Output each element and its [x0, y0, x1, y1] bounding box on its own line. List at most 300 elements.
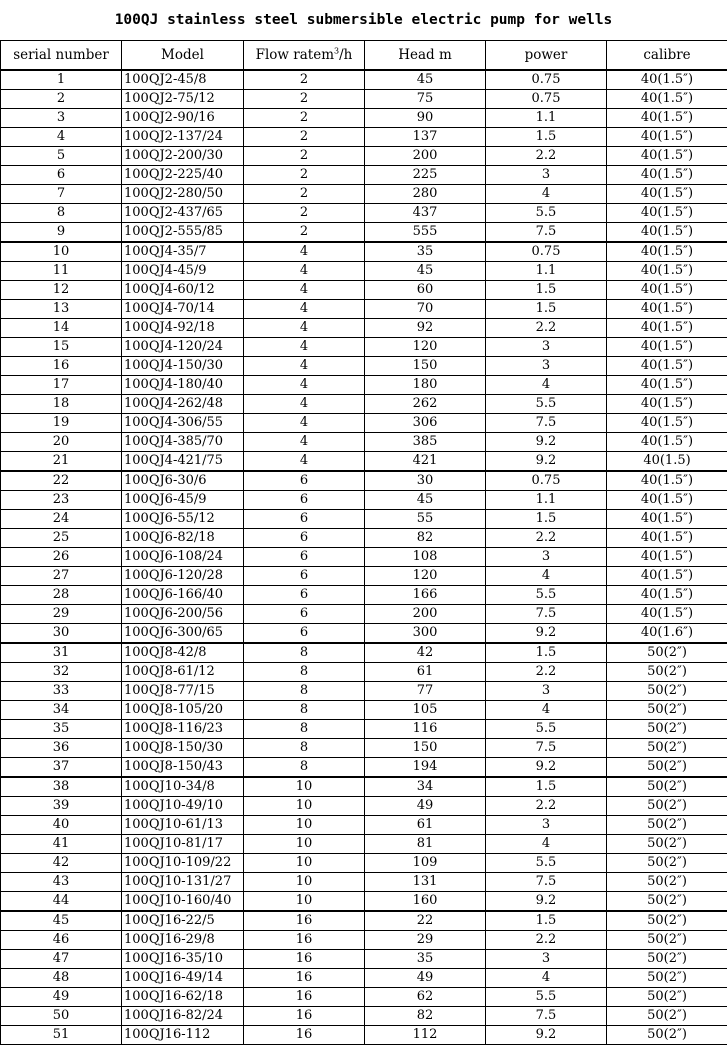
cell-head: 30 [365, 471, 486, 491]
cell-model: 100QJ10-61/13 [122, 816, 244, 835]
cell-power: 1.5 [486, 777, 607, 797]
cell-power: 0.75 [486, 242, 607, 262]
cell-model: 100QJ8-150/30 [122, 739, 244, 758]
cell-calibre: 50(2″) [607, 835, 727, 854]
cell-model: 100QJ16-29/8 [122, 931, 244, 950]
table-row [1, 586, 727, 605]
cell-serial-number: 24 [1, 510, 122, 529]
table-row [1, 777, 727, 797]
cell-power: 9.2 [486, 452, 607, 472]
cell-calibre: 40(1.5″) [607, 491, 727, 510]
cell-calibre: 40(1.5″) [607, 510, 727, 529]
table-row [1, 300, 727, 319]
table-row [1, 128, 727, 147]
cell-calibre: 50(2″) [607, 816, 727, 835]
cell-serial-number: 9 [1, 223, 122, 243]
cell-model: 100QJ2-225/40 [122, 166, 244, 185]
cell-model: 100QJ6-82/18 [122, 529, 244, 548]
cell-calibre: 40(1.5″) [607, 586, 727, 605]
cell-head: 116 [365, 720, 486, 739]
cell-power: 5.5 [486, 988, 607, 1007]
cell-calibre: 40(1.5″) [607, 376, 727, 395]
cell-flow-rate: 16 [244, 911, 365, 931]
cell-calibre: 50(2″) [607, 663, 727, 682]
table-row [1, 242, 727, 262]
cell-calibre: 40(1.5″) [607, 185, 727, 204]
cell-flow-rate: 6 [244, 510, 365, 529]
cell-flow-rate: 2 [244, 128, 365, 147]
cell-flow-rate: 6 [244, 586, 365, 605]
cell-calibre: 40(1.5″) [607, 300, 727, 319]
cell-head: 150 [365, 739, 486, 758]
cell-serial-number: 47 [1, 950, 122, 969]
table-row [1, 223, 727, 243]
cell-serial-number: 50 [1, 1007, 122, 1026]
cell-serial-number: 21 [1, 452, 122, 472]
cell-model: 100QJ6-120/28 [122, 567, 244, 586]
table-row [1, 529, 727, 548]
table-row [1, 471, 727, 491]
cell-power: 1.5 [486, 128, 607, 147]
cell-flow-rate: 2 [244, 109, 365, 128]
cell-flow-rate: 8 [244, 758, 365, 778]
cell-flow-rate: 2 [244, 70, 365, 90]
table-row [1, 510, 727, 529]
table-row [1, 281, 727, 300]
cell-serial-number: 32 [1, 663, 122, 682]
cell-calibre: 50(2″) [607, 1007, 727, 1026]
cell-power: 9.2 [486, 1026, 607, 1045]
cell-flow-rate: 10 [244, 797, 365, 816]
cell-power: 1.1 [486, 109, 607, 128]
table-row [1, 338, 727, 357]
cell-head: 166 [365, 586, 486, 605]
table-row [1, 739, 727, 758]
cell-power: 1.5 [486, 643, 607, 663]
table-row [1, 643, 727, 663]
cell-head: 77 [365, 682, 486, 701]
cell-head: 300 [365, 624, 486, 644]
table-row [1, 548, 727, 567]
cell-head: 555 [365, 223, 486, 243]
cell-flow-rate: 8 [244, 701, 365, 720]
cell-model: 100QJ16-62/18 [122, 988, 244, 1007]
table-row [1, 758, 727, 778]
cell-flow-rate: 6 [244, 567, 365, 586]
cell-calibre: 50(2″) [607, 969, 727, 988]
cell-calibre: 40(1.5) [607, 452, 727, 472]
cell-serial-number: 31 [1, 643, 122, 663]
cell-model: 100QJ2-75/12 [122, 90, 244, 109]
cell-flow-rate: 10 [244, 835, 365, 854]
cell-serial-number: 40 [1, 816, 122, 835]
cell-serial-number: 46 [1, 931, 122, 950]
cell-power: 2.2 [486, 529, 607, 548]
table-row [1, 969, 727, 988]
cell-power: 1.5 [486, 510, 607, 529]
cell-serial-number: 12 [1, 281, 122, 300]
table-row [1, 701, 727, 720]
cell-serial-number: 3 [1, 109, 122, 128]
cell-calibre: 50(2″) [607, 758, 727, 778]
cell-head: 61 [365, 663, 486, 682]
cell-serial-number: 51 [1, 1026, 122, 1045]
cell-head: 150 [365, 357, 486, 376]
cell-serial-number: 22 [1, 471, 122, 491]
cell-flow-rate: 6 [244, 605, 365, 624]
page-title: 100QJ stainless steel submersible electric pump for wells [0, 0, 727, 40]
cell-flow-rate: 8 [244, 663, 365, 682]
cell-head: 90 [365, 109, 486, 128]
cell-flow-rate: 4 [244, 242, 365, 262]
table-row [1, 567, 727, 586]
cell-head: 29 [365, 931, 486, 950]
cell-serial-number: 38 [1, 777, 122, 797]
cell-power: 9.2 [486, 892, 607, 912]
cell-model: 100QJ6-200/56 [122, 605, 244, 624]
cell-serial-number: 35 [1, 720, 122, 739]
table-row [1, 319, 727, 338]
cell-calibre: 40(1.5″) [607, 395, 727, 414]
cell-model: 100QJ6-108/24 [122, 548, 244, 567]
cell-power: 4 [486, 969, 607, 988]
cell-calibre: 50(2″) [607, 854, 727, 873]
table-row [1, 873, 727, 892]
cell-power: 3 [486, 548, 607, 567]
cell-calibre: 50(2″) [607, 720, 727, 739]
cell-flow-rate: 4 [244, 376, 365, 395]
cell-flow-rate: 8 [244, 720, 365, 739]
cell-power: 3 [486, 338, 607, 357]
cell-model: 100QJ16-112 [122, 1026, 244, 1045]
cell-flow-rate: 2 [244, 90, 365, 109]
table-row [1, 816, 727, 835]
cell-model: 100QJ6-166/40 [122, 586, 244, 605]
cell-flow-rate: 10 [244, 892, 365, 912]
cell-serial-number: 14 [1, 319, 122, 338]
cell-flow-rate: 2 [244, 166, 365, 185]
cell-flow-rate: 6 [244, 548, 365, 567]
cell-model: 100QJ8-61/12 [122, 663, 244, 682]
table-row [1, 491, 727, 510]
cell-model: 100QJ10-160/40 [122, 892, 244, 912]
cell-head: 280 [365, 185, 486, 204]
cell-power: 9.2 [486, 758, 607, 778]
cell-head: 45 [365, 491, 486, 510]
cell-calibre: 40(1.5″) [607, 433, 727, 452]
cell-serial-number: 28 [1, 586, 122, 605]
cell-power: 4 [486, 376, 607, 395]
cell-power: 2.2 [486, 663, 607, 682]
cell-power: 2.2 [486, 797, 607, 816]
cell-calibre: 40(1.5″) [607, 242, 727, 262]
cell-serial-number: 20 [1, 433, 122, 452]
table-row [1, 90, 727, 109]
cell-flow-rate: 4 [244, 319, 365, 338]
header-power: power [486, 41, 607, 71]
cell-model: 100QJ8-77/15 [122, 682, 244, 701]
cell-power: 0.75 [486, 90, 607, 109]
cell-model: 100QJ4-92/18 [122, 319, 244, 338]
cell-flow-rate: 6 [244, 624, 365, 644]
cell-head: 180 [365, 376, 486, 395]
cell-calibre: 40(1.5″) [607, 605, 727, 624]
pump-spec-table [0, 40, 727, 1045]
cell-serial-number: 26 [1, 548, 122, 567]
cell-model: 100QJ4-60/12 [122, 281, 244, 300]
cell-serial-number: 39 [1, 797, 122, 816]
table-row [1, 720, 727, 739]
table-header-row [1, 41, 727, 71]
cell-serial-number: 15 [1, 338, 122, 357]
cell-serial-number: 11 [1, 262, 122, 281]
cell-serial-number: 48 [1, 969, 122, 988]
cell-head: 421 [365, 452, 486, 472]
cell-flow-rate: 10 [244, 816, 365, 835]
cell-power: 5.5 [486, 586, 607, 605]
cell-head: 225 [365, 166, 486, 185]
cell-head: 82 [365, 1007, 486, 1026]
cell-model: 100QJ2-280/50 [122, 185, 244, 204]
table-row [1, 950, 727, 969]
cell-head: 49 [365, 969, 486, 988]
table-row [1, 357, 727, 376]
cell-power: 4 [486, 701, 607, 720]
header-calibre: calibre [607, 41, 727, 71]
cell-power: 3 [486, 357, 607, 376]
cell-serial-number: 30 [1, 624, 122, 644]
cell-serial-number: 5 [1, 147, 122, 166]
cell-serial-number: 13 [1, 300, 122, 319]
table-row [1, 204, 727, 223]
cell-flow-rate: 16 [244, 969, 365, 988]
cell-power: 7.5 [486, 605, 607, 624]
cell-flow-rate: 10 [244, 854, 365, 873]
cell-flow-rate: 4 [244, 300, 365, 319]
cell-flow-rate: 16 [244, 931, 365, 950]
cell-serial-number: 36 [1, 739, 122, 758]
cell-head: 200 [365, 147, 486, 166]
table-row [1, 1007, 727, 1026]
cell-model: 100QJ4-306/55 [122, 414, 244, 433]
cell-serial-number: 19 [1, 414, 122, 433]
cell-power: 3 [486, 816, 607, 835]
cell-model: 100QJ8-105/20 [122, 701, 244, 720]
cell-calibre: 50(2″) [607, 682, 727, 701]
cell-serial-number: 17 [1, 376, 122, 395]
cell-head: 35 [365, 950, 486, 969]
cell-serial-number: 45 [1, 911, 122, 931]
cell-power: 4 [486, 185, 607, 204]
table-row [1, 682, 727, 701]
cell-power: 9.2 [486, 433, 607, 452]
cell-serial-number: 7 [1, 185, 122, 204]
cell-model: 100QJ10-49/10 [122, 797, 244, 816]
cell-head: 137 [365, 128, 486, 147]
cell-calibre: 50(2″) [607, 777, 727, 797]
cell-calibre: 40(1.5″) [607, 338, 727, 357]
cell-flow-rate: 6 [244, 491, 365, 510]
cell-power: 5.5 [486, 395, 607, 414]
cell-head: 22 [365, 911, 486, 931]
cell-calibre: 40(1.5″) [607, 281, 727, 300]
cell-calibre: 50(2″) [607, 739, 727, 758]
cell-calibre: 50(2″) [607, 988, 727, 1007]
cell-head: 306 [365, 414, 486, 433]
cell-power: 2.2 [486, 147, 607, 166]
cell-flow-rate: 2 [244, 204, 365, 223]
table-row [1, 605, 727, 624]
cell-head: 61 [365, 816, 486, 835]
cell-flow-rate: 16 [244, 988, 365, 1007]
cell-power: 3 [486, 166, 607, 185]
flow-rate-label: Flow ratem [256, 47, 334, 63]
cell-calibre: 40(1.5″) [607, 204, 727, 223]
cell-model: 100QJ16-49/14 [122, 969, 244, 988]
cell-head: 81 [365, 835, 486, 854]
cell-flow-rate: 4 [244, 262, 365, 281]
cell-calibre: 40(1.5″) [607, 128, 727, 147]
cell-head: 62 [365, 988, 486, 1007]
cell-head: 60 [365, 281, 486, 300]
cell-model: 100QJ6-300/65 [122, 624, 244, 644]
cell-serial-number: 44 [1, 892, 122, 912]
cell-serial-number: 29 [1, 605, 122, 624]
cell-flow-rate: 4 [244, 338, 365, 357]
cell-model: 100QJ16-35/10 [122, 950, 244, 969]
cell-power: 7.5 [486, 414, 607, 433]
cell-model: 100QJ2-90/16 [122, 109, 244, 128]
cell-model: 100QJ10-34/8 [122, 777, 244, 797]
cell-serial-number: 42 [1, 854, 122, 873]
cell-serial-number: 33 [1, 682, 122, 701]
cell-calibre: 50(2″) [607, 873, 727, 892]
cell-model: 100QJ16-82/24 [122, 1007, 244, 1026]
cell-flow-rate: 8 [244, 739, 365, 758]
cell-model: 100QJ4-45/9 [122, 262, 244, 281]
cell-model: 100QJ16-22/5 [122, 911, 244, 931]
cell-serial-number: 6 [1, 166, 122, 185]
cell-serial-number: 4 [1, 128, 122, 147]
cell-calibre: 40(1.5″) [607, 166, 727, 185]
cell-model: 100QJ2-437/65 [122, 204, 244, 223]
cell-model: 100QJ10-81/17 [122, 835, 244, 854]
cell-model: 100QJ2-200/30 [122, 147, 244, 166]
cell-head: 120 [365, 338, 486, 357]
cell-model: 100QJ8-42/8 [122, 643, 244, 663]
cell-head: 55 [365, 510, 486, 529]
cell-head: 70 [365, 300, 486, 319]
flow-rate-superscript: 3 [334, 47, 339, 56]
header-flow-rate [244, 41, 365, 71]
cell-power: 3 [486, 950, 607, 969]
cell-head: 34 [365, 777, 486, 797]
cell-flow-rate: 8 [244, 682, 365, 701]
cell-power: 2.2 [486, 931, 607, 950]
cell-calibre: 50(2″) [607, 1026, 727, 1045]
table-row [1, 1026, 727, 1045]
table-row [1, 376, 727, 395]
cell-model: 100QJ4-150/30 [122, 357, 244, 376]
cell-head: 82 [365, 529, 486, 548]
cell-serial-number: 8 [1, 204, 122, 223]
cell-flow-rate: 8 [244, 643, 365, 663]
cell-calibre: 40(1.5″) [607, 109, 727, 128]
cell-head: 109 [365, 854, 486, 873]
table-row [1, 433, 727, 452]
cell-serial-number: 49 [1, 988, 122, 1007]
cell-power: 7.5 [486, 739, 607, 758]
table-row [1, 109, 727, 128]
cell-head: 437 [365, 204, 486, 223]
cell-power: 0.75 [486, 70, 607, 90]
cell-flow-rate: 4 [244, 281, 365, 300]
cell-calibre: 40(1.5″) [607, 147, 727, 166]
cell-model: 100QJ6-55/12 [122, 510, 244, 529]
cell-serial-number: 18 [1, 395, 122, 414]
cell-flow-rate: 4 [244, 433, 365, 452]
cell-calibre: 50(2″) [607, 950, 727, 969]
cell-model: 100QJ10-109/22 [122, 854, 244, 873]
cell-calibre: 40(1.5″) [607, 357, 727, 376]
cell-flow-rate: 10 [244, 873, 365, 892]
cell-calibre: 50(2″) [607, 643, 727, 663]
cell-head: 49 [365, 797, 486, 816]
cell-model: 100QJ6-30/6 [122, 471, 244, 491]
cell-serial-number: 23 [1, 491, 122, 510]
cell-flow-rate: 4 [244, 452, 365, 472]
cell-power: 5.5 [486, 854, 607, 873]
cell-flow-rate: 10 [244, 777, 365, 797]
cell-flow-rate: 16 [244, 1026, 365, 1045]
cell-power: 7.5 [486, 223, 607, 243]
cell-power: 1.1 [486, 262, 607, 281]
table-row [1, 854, 727, 873]
cell-head: 262 [365, 395, 486, 414]
cell-calibre: 50(2″) [607, 931, 727, 950]
cell-head: 200 [365, 605, 486, 624]
cell-power: 0.75 [486, 471, 607, 491]
cell-head: 112 [365, 1026, 486, 1045]
cell-serial-number: 34 [1, 701, 122, 720]
flow-rate-unit: /h [339, 47, 352, 63]
cell-flow-rate: 4 [244, 414, 365, 433]
table-row [1, 414, 727, 433]
cell-serial-number: 10 [1, 242, 122, 262]
cell-head: 108 [365, 548, 486, 567]
cell-flow-rate: 16 [244, 1007, 365, 1026]
table-row [1, 931, 727, 950]
cell-head: 92 [365, 319, 486, 338]
table-row [1, 166, 727, 185]
cell-flow-rate: 2 [244, 147, 365, 166]
cell-calibre: 50(2″) [607, 911, 727, 931]
cell-head: 35 [365, 242, 486, 262]
cell-head: 75 [365, 90, 486, 109]
cell-serial-number: 2 [1, 90, 122, 109]
table-row [1, 395, 727, 414]
cell-power: 7.5 [486, 873, 607, 892]
cell-calibre: 50(2″) [607, 701, 727, 720]
cell-calibre: 40(1.6″) [607, 624, 727, 644]
header-serial-number: serial number [1, 41, 122, 71]
cell-model: 100QJ8-116/23 [122, 720, 244, 739]
table-row [1, 911, 727, 931]
table-row [1, 892, 727, 912]
cell-model: 100QJ8-150/43 [122, 758, 244, 778]
cell-flow-rate: 6 [244, 471, 365, 491]
cell-flow-rate: 4 [244, 357, 365, 376]
